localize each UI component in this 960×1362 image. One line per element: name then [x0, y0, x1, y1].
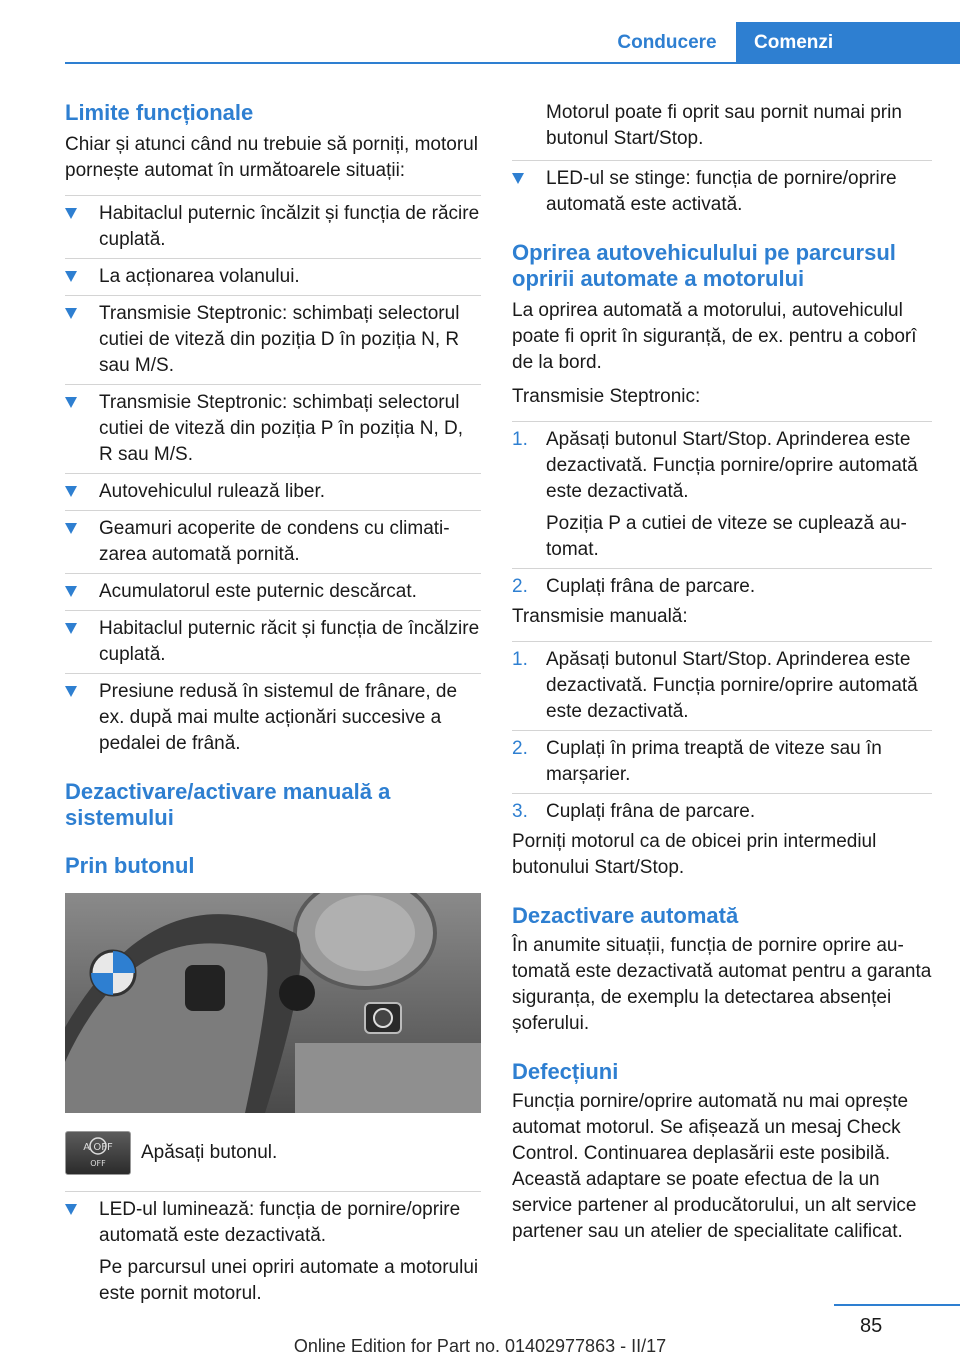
restart-paragraph: Porniți motorul ca de obicei prin intermediul butonului Start/Stop. [512, 831, 877, 878]
auto-paragraph: În anumite situații, funcția de pornire oprire automată este dezactivată automat pentru a garanta siguranța, de exemplu la detectarea absenței șoferului. [512, 935, 932, 1034]
stop-paragraph: La oprirea automată a motorului, autovehiculul poate fi oprit în siguranță, de ex. pentru a coborî de la bord. [512, 300, 917, 373]
triangle-bullet-icon [65, 523, 77, 534]
step-item [512, 799, 932, 825]
step-text: Apăsați butonul Start/Stop. Aprinderea este dezactivată. Funcția pornire/oprire automată este dezactivată. [546, 649, 918, 722]
heading-oprirea: Oprirea autovehiculului pe parcursul opririi automate a motorului [512, 240, 896, 291]
step-item [512, 427, 932, 563]
list-item [512, 166, 932, 218]
list-item-text: Habitaclul puternic încălzit și funcția de răcire cuplată. [99, 203, 480, 250]
left-column [65, 100, 481, 1307]
triangle-bullet-icon [65, 208, 77, 219]
led-item-cont: Pe parcursul unei opriri automate a motorului este pornit motorul. [99, 1257, 479, 1304]
fault-paragraph: Funcția pornire/oprire automată nu mai oprește automat motorul. Se afișează un mesaj Check Control. Continuarea deplasării este posibilă. Această adaptare se poate efectua de la un service partener al producătorului, un alt service partener sau un atelier de specialitate calificat. [512, 1091, 917, 1242]
manual-steps [512, 641, 932, 825]
list-separator [65, 610, 481, 611]
step-number: 1. [512, 429, 528, 450]
list-separator [65, 673, 481, 674]
list-separator [512, 421, 932, 422]
list-item [65, 390, 481, 468]
cont-text: Motorul poate fi oprit sau pornit numai prin butonul Start/Stop. [546, 102, 902, 149]
heading-dezactivare-manuala: Dezactivare/activare manuală a sistemului [65, 779, 391, 830]
list-item [65, 479, 481, 505]
list-separator [512, 641, 932, 642]
list-separator [65, 384, 481, 385]
led-off-item-text: LED-ul se stinge: funcția de pornire/oprire automată este activată. [546, 168, 897, 215]
list-item-text: Habitaclul puternic răcit și funcția de încălzire cuplată. [99, 618, 480, 665]
list-item [65, 201, 481, 253]
list-item [65, 301, 481, 379]
steering-wheel-photo [65, 893, 481, 1113]
triangle-bullet-icon [65, 397, 77, 408]
right-column [512, 100, 932, 1245]
list-item [65, 264, 481, 290]
list-separator [65, 573, 481, 574]
list-separator [65, 258, 481, 259]
steptronic-steps [512, 421, 932, 600]
triangle-bullet-icon [512, 173, 524, 184]
intro-paragraph: Chiar și atunci când nu trebuie să porniți, motorul pornește automat în următoarele situații: [65, 134, 478, 181]
triangle-bullet-icon [65, 486, 77, 497]
list-separator [512, 730, 932, 731]
list-separator [512, 793, 932, 794]
list-item [65, 516, 481, 568]
list-item [65, 579, 481, 605]
list-item-text: Autovehiculul rulează liber. [99, 481, 326, 502]
step-number: 3. [512, 801, 528, 822]
tab-comenzi[interactable]: Comenzi [736, 22, 960, 64]
heading-dezactivare-automata: Dezactivare automată [512, 903, 739, 928]
step-text: Cuplați frâna de parcare. [546, 576, 756, 597]
steptronic-label: Transmisie Steptronic: [512, 386, 701, 407]
step-text: Cuplați frâna de parcare. [546, 801, 756, 822]
situations-list [65, 195, 481, 757]
tab-conducere[interactable]: Conducere [617, 32, 717, 53]
list-separator [65, 295, 481, 296]
list-item [65, 1197, 481, 1307]
list-item [65, 679, 481, 757]
footer-edition: Online Edition for Part no. 01402977863 - II/17 [293, 1336, 667, 1356]
header-rule [65, 62, 960, 64]
manual-label: Transmisie manuală: [512, 606, 688, 627]
triangle-bullet-icon [65, 1204, 77, 1215]
step-item [512, 574, 932, 600]
step-item [512, 736, 932, 788]
list-item-text: La acționarea volanului. [99, 266, 300, 287]
list-item-text: Presiune redusă în sistemul de frânare, de ex. după mai multe acționări succesive a pedalei de frână. [99, 681, 458, 754]
list-item-text: Transmisie Steptronic: schimbați selectorul cutiei de viteză din poziția D în poziția N, R sau M/S. [99, 303, 460, 376]
step-number: 1. [512, 649, 528, 670]
button-icon-letter: A OFF [83, 1142, 113, 1153]
heading-limite: Limite funcționale [65, 100, 254, 125]
step-number: 2. [512, 576, 528, 597]
step-text: Apăsați butonul Start/Stop. Aprinderea este dezactivată. Funcția pornire/oprire automată este dezactivată. [546, 429, 918, 502]
step-cont: Poziția P a cutiei de viteze se cuplează automat. [546, 513, 907, 560]
step-text: Cuplați în prima treaptă de viteze sau în marșarier. [546, 738, 882, 785]
triangle-bullet-icon [65, 623, 77, 634]
list-item-text: Geamuri acoperite de condens cu climatizarea automată pornită. [99, 518, 450, 565]
page-number: 85 [860, 1315, 883, 1337]
list-item-text: Acumulatorul este puternic descărcat. [99, 581, 417, 602]
triangle-bullet-icon [65, 686, 77, 697]
button-caption: Apăsați butonul. [141, 1142, 278, 1163]
svg-text:OFF: OFF [90, 1159, 106, 1168]
triangle-bullet-icon [65, 308, 77, 319]
list-item-text: Transmisie Steptronic: schimbați selectorul cutiei de viteză din poziția P în poziția N, D, R sau M/S. [99, 392, 464, 465]
list-separator [65, 195, 481, 196]
heading-defectiuni: Defecțiuni [512, 1059, 619, 1084]
list-item [65, 616, 481, 668]
triangle-bullet-icon [65, 586, 77, 597]
auto-start-stop-button-icon [65, 1131, 131, 1175]
heading-prin-butonul: Prin butonul [65, 853, 195, 878]
list-separator [65, 510, 481, 511]
step-item [512, 647, 932, 725]
list-separator [512, 568, 932, 569]
step-number: 2. [512, 738, 528, 759]
footer-rule [834, 1304, 960, 1306]
list-separator [65, 473, 481, 474]
led-item-text: LED-ul luminează: funcția de pornire/oprire automată este dezactivată. [99, 1199, 461, 1246]
triangle-bullet-icon [65, 271, 77, 282]
